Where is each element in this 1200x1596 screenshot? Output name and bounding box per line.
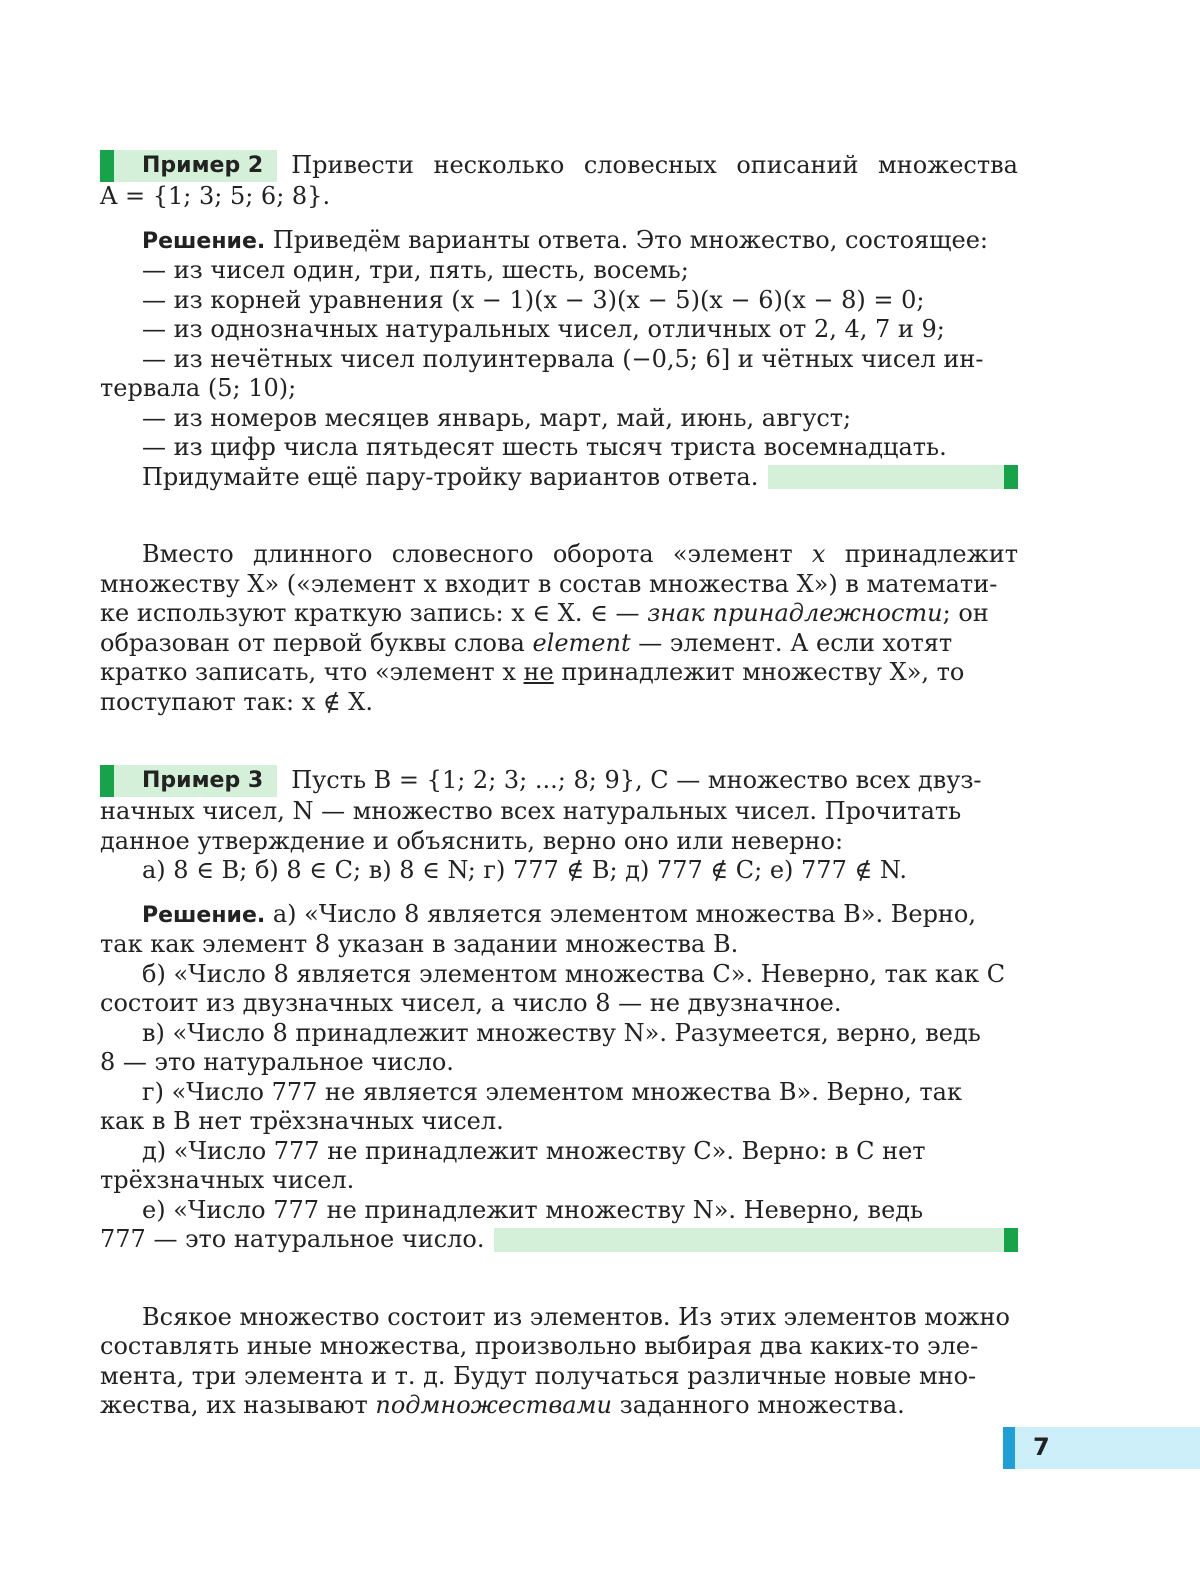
example-2-badge	[100, 150, 277, 182]
paragraph-1-line-2: множеству X» («элемент x входит в состав множества X») в математи-	[100, 569, 998, 598]
solution-line: в) «Число 8 принадлежит множеству N». Разумеется, верно, ведь	[142, 1018, 981, 1047]
example-2-solution-intro: Решение. Приведём варианты ответа. Это множество, состоящее:	[142, 225, 988, 254]
solution-line: состоит из двузначных чисел, а число 8 — не двузначное.	[100, 989, 842, 1017]
example-2-task-line-1	[100, 150, 1018, 182]
page-number: 7	[1033, 1433, 1050, 1461]
example-end-bar	[768, 465, 1018, 489]
example-3-task-line-1: Пример 3 Пусть B = {1; 2; 3; ...; 8; 9}, C — множество всех двуз-	[100, 765, 1018, 797]
paragraph-1-line-6: поступают так: x ∉ X.	[100, 687, 373, 716]
green-marker	[100, 765, 114, 797]
list-item: — из нечётных чисел полуинтервала (−0,5; 6] и чётных чисел ин-	[142, 344, 984, 373]
paragraph-1-line-4: образован от первой буквы слова element — элемент. А если хотят	[100, 628, 953, 657]
example-2-label: Пример 2	[142, 153, 264, 179]
example-end-bar	[494, 1228, 1018, 1252]
example-3-task-line-3: данное утверждение и объяснить, верно оно или неверно:	[100, 826, 844, 855]
example-3-task-line-2: начных чисел, N — множество всех натуральных чисел. Прочитать	[100, 797, 962, 825]
list-item: — из чисел один, три, пять, шесть, восемь;	[142, 256, 689, 284]
page-number-tab	[1003, 1427, 1200, 1469]
solution-line: трёхзначных чисел.	[100, 1166, 355, 1194]
example-3-closing: 777 — это натуральное число.	[100, 1225, 1018, 1255]
solution-line: д) «Число 777 не принадлежит множеству C». Верно: в C нет	[142, 1136, 926, 1165]
solution-line: как в B нет трёхзначных чисел.	[100, 1107, 504, 1135]
paragraph-2-line-3: мента, три элемента и т. д. Будут получаться различные новые мно-	[100, 1361, 977, 1390]
solution-line: б) «Число 8 является элементом множества C». Неверно, так как C	[142, 959, 1006, 988]
paragraph-2-line-1: Всякое множество состоит из элементов. Из этих элементов можно	[142, 1302, 1010, 1331]
list-item: — из однозначных натуральных чисел, отличных от 2, 4, 7 и 9;	[142, 315, 945, 343]
paragraph-1-line-3: ке используют краткую запись: x ∈ X. ∈ — знак принадлежности; он	[100, 599, 989, 627]
list-item-continuation: тервала (5; 10);	[100, 374, 297, 402]
list-item: — из корней уравнения (x − 1)(x − 3)(x − 5)(x − 6)(x − 8) = 0;	[142, 285, 925, 314]
solution-line: 8 — это натуральное число.	[100, 1048, 454, 1076]
solution-label: Решение.	[142, 902, 266, 928]
example-2-task-words: Привести несколько словесных описаний множества	[291, 151, 1018, 180]
page-number-marker	[1003, 1427, 1015, 1469]
example-3-label: Пример 3	[142, 768, 264, 794]
list-item: — из цифр числа пятьдесят шесть тысяч триста восемнадцать.	[142, 433, 947, 461]
paragraph-1-line-1: Вместо длинного словесного оборота «элемент x принадлежит	[142, 540, 1018, 568]
example-2-closing: Придумайте ещё пару-тройку вариантов ответа.	[100, 463, 1018, 493]
paragraph-2-line-2: составлять иные множества, произвольно выбирая два каких-то эле-	[100, 1332, 979, 1360]
solution-line: г) «Число 777 не является элементом множества B». Верно, так	[142, 1077, 962, 1106]
paragraph-2-line-4: жества, их называют подмножествами заданного множества.	[100, 1391, 905, 1419]
solution-line: е) «Число 777 не принадлежит множеству N». Неверно, ведь	[142, 1195, 924, 1224]
paragraph-1-line-5: кратко записать, что «элемент x не принадлежит множеству X», то	[100, 658, 965, 686]
term-membership-sign: знак принадлежности	[647, 599, 943, 627]
example-3-task-line-4: а) 8 ∈ B; б) 8 ∈ C; в) 8 ∈ N; г) 777 ∉ B; д) 777 ∉ C; е) 777 ∉ N.	[142, 856, 907, 884]
list-item: — из номеров месяцев январь, март, май, июнь, август;	[142, 403, 852, 432]
example-3-badge	[100, 765, 277, 797]
example-2-task-line-2: A = {1; 3; 5; 6; 8}.	[100, 182, 331, 210]
term-subsets: подмножествами	[375, 1391, 612, 1419]
example-3-solution-line-1: Решение. а) «Число 8 является элементом множества B». Верно,	[142, 899, 976, 928]
solution-label: Решение.	[142, 228, 266, 254]
green-marker	[100, 150, 114, 182]
page-content	[100, 150, 1018, 1421]
solution-line: так как элемент 8 указан в задании множества B.	[100, 930, 739, 958]
